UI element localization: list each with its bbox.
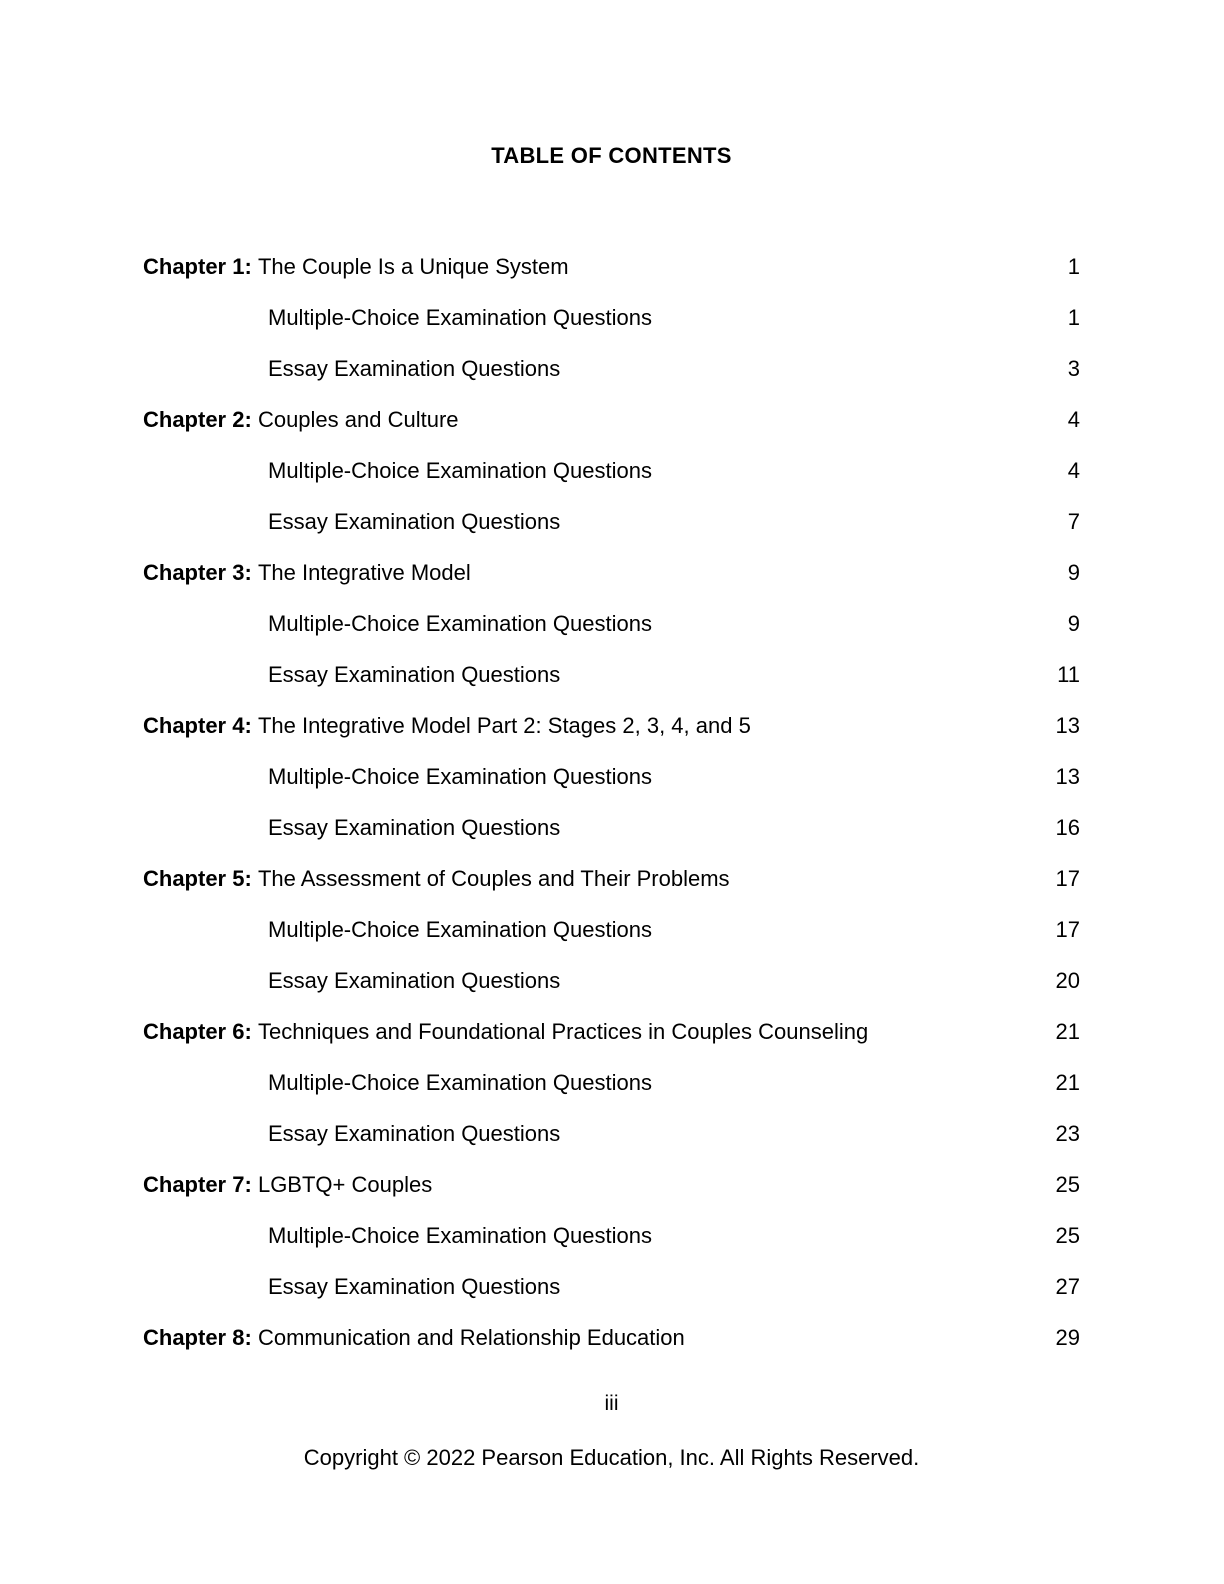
toc-entry-label [143,1223,1040,1249]
entry-title: Multiple-Choice Examination Questions [268,763,652,789]
toc-entry-label [143,560,1040,586]
chapter-prefix: Chapter 3: [143,559,252,585]
toc-entry-label [143,815,1040,841]
toc-entry [143,1159,1080,1210]
chapter-prefix: Chapter 2: [143,406,252,432]
page-number: 13 [1055,763,1080,789]
toc-entry [143,1210,1080,1261]
page-number: 20 [1055,967,1080,993]
entry-title: Essay Examination Questions [268,355,561,381]
toc-entry-label [143,1172,1040,1198]
entry-title: Techniques and Foundational Practices in Couples Counseling [257,1018,869,1044]
page-number: 4 [1067,406,1080,432]
entry-title: Essay Examination Questions [268,1120,561,1146]
toc-entry [143,700,1080,751]
toc-entry-label [143,509,1040,535]
toc-entry [143,1312,1080,1363]
toc-list [143,241,1080,1363]
page-number: 25 [1055,1222,1080,1248]
page-number: 27 [1055,1273,1080,1299]
entry-title: Multiple-Choice Examination Questions [268,457,652,483]
toc-entry [143,496,1080,547]
entry-title: The Assessment of Couples and Their Problems [257,865,730,891]
toc-entry-label [143,458,1040,484]
entry-title: The Integrative Model Part 2: Stages 2, 3, 4, and 5 [257,712,751,738]
entry-title: Multiple-Choice Examination Questions [268,610,652,636]
chapter-prefix: Chapter 7: [143,1171,252,1197]
entry-title: Multiple-Choice Examination Questions [268,1222,652,1248]
chapter-prefix: Chapter 8: [143,1324,252,1350]
toc-entry-label [143,713,1040,739]
entry-title: The Couple Is a Unique System [257,253,569,279]
toc-entry [143,394,1080,445]
toc-entry [143,547,1080,598]
toc-entry [143,751,1080,802]
page-number: 3 [1067,355,1080,381]
page-number: 1 [1067,253,1080,279]
entry-title: Couples and Culture [257,406,459,432]
toc-entry [143,1006,1080,1057]
toc-entry [143,1261,1080,1312]
entry-title: Essay Examination Questions [268,967,561,993]
page-number: 17 [1055,865,1080,891]
page-title: TABLE OF CONTENTS [491,143,732,168]
entry-title: Multiple-Choice Examination Questions [268,1069,652,1095]
folio-page-number: iii [604,1392,619,1415]
toc-entry-label [143,1274,1040,1300]
toc-entry-label [143,764,1040,790]
toc-entry-label [143,1121,1040,1147]
toc-entry [143,241,1080,292]
toc-entry-label [143,662,1040,688]
page-number: 1 [1067,304,1080,330]
entry-title: Essay Examination Questions [268,1273,561,1299]
toc-entry [143,904,1080,955]
entry-title: Multiple-Choice Examination Questions [268,304,652,330]
page-number: 9 [1067,610,1080,636]
toc-entry [143,955,1080,1006]
page-number: 29 [1055,1324,1080,1350]
entry-title: Essay Examination Questions [268,508,561,534]
chapter-prefix: Chapter 5: [143,865,252,891]
entry-title: LGBTQ+ Couples [257,1171,433,1197]
toc-entry-label [143,1019,1040,1045]
entry-title: Essay Examination Questions [268,661,561,687]
toc-entry [143,598,1080,649]
page-number: 21 [1055,1069,1080,1095]
toc-entry [143,1108,1080,1159]
page-number: 25 [1055,1171,1080,1197]
toc-entry-label [143,611,1040,637]
page-number: 16 [1055,814,1080,840]
toc-entry [143,649,1080,700]
toc-entry-label [143,917,1040,943]
page-number: 9 [1067,559,1080,585]
toc-entry [143,292,1080,343]
toc-entry-label [143,1070,1040,1096]
chapter-prefix: Chapter 6: [143,1018,252,1044]
page-number: 23 [1055,1120,1080,1146]
entry-title: The Integrative Model [257,559,471,585]
toc-entry [143,853,1080,904]
entry-title: Communication and Relationship Education [257,1324,685,1350]
page-number: 13 [1055,712,1080,738]
chapter-prefix: Chapter 4: [143,712,252,738]
toc-entry [143,343,1080,394]
toc-entry-label [143,1325,1040,1351]
toc-entry [143,1057,1080,1108]
copyright-line: Copyright © 2022 Pearson Education, Inc. All Rights Reserved. [303,1445,920,1470]
toc-entry [143,445,1080,496]
page-number: 21 [1055,1018,1080,1044]
entry-title: Multiple-Choice Examination Questions [268,916,652,942]
page-footer [143,1391,1080,1470]
chapter-prefix: Chapter 1: [143,253,252,279]
toc-entry-label [143,407,1040,433]
page-number: 7 [1067,508,1080,534]
toc-entry [143,802,1080,853]
toc-entry-label [143,254,1040,280]
page-number: 4 [1067,457,1080,483]
entry-title: Essay Examination Questions [268,814,561,840]
toc-entry-label [143,305,1040,331]
toc-entry-label [143,866,1040,892]
toc-entry-label [143,968,1040,994]
toc-entry-label [143,356,1040,382]
page-number: 17 [1055,916,1080,942]
page-number: 11 [1057,661,1080,687]
